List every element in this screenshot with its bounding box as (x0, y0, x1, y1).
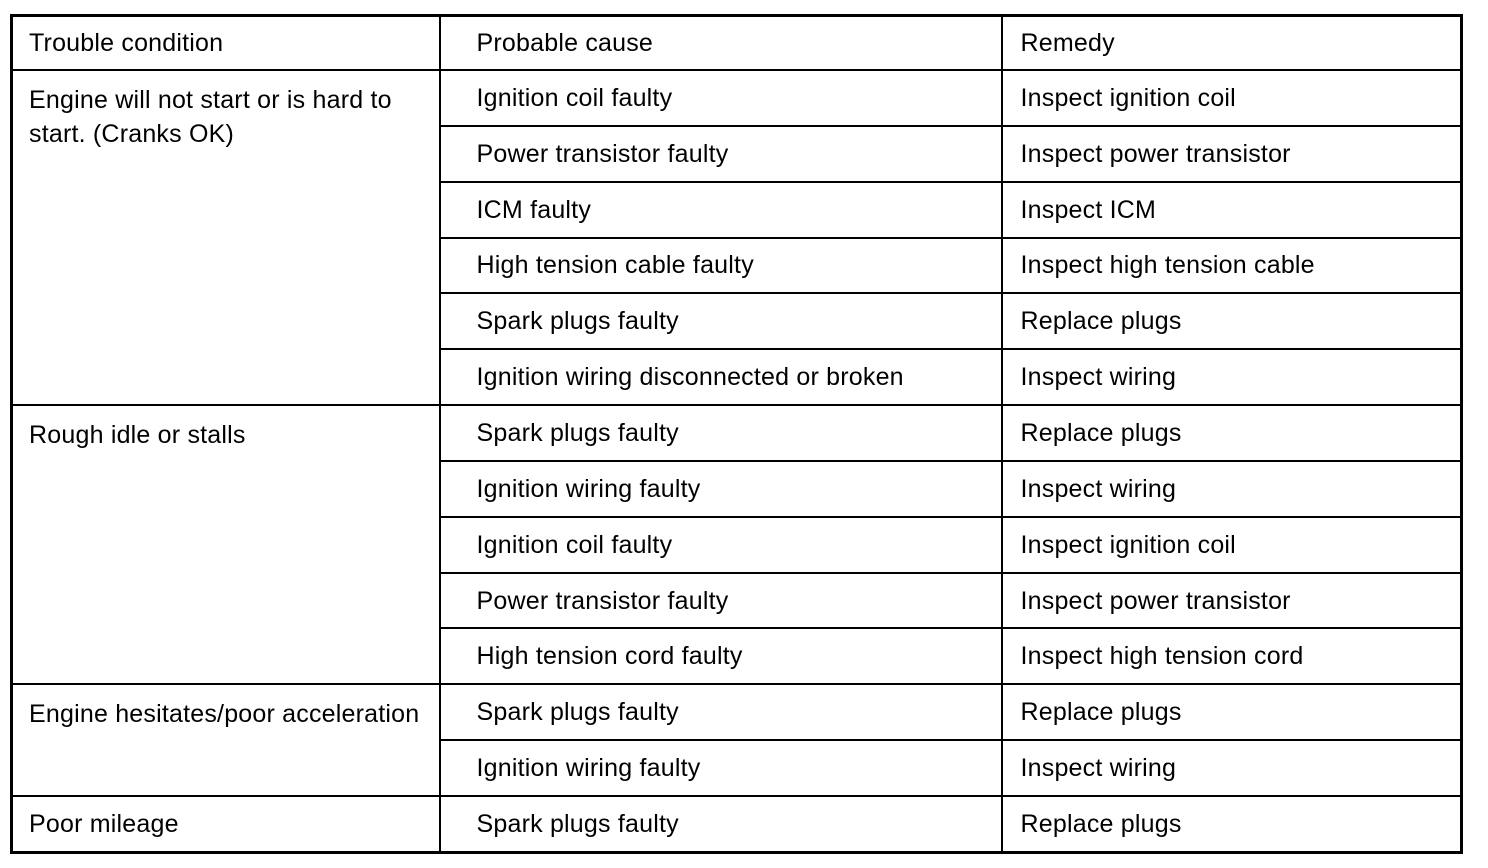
table-body (12, 70, 1462, 853)
probable-cause-cell: Ignition coil faulty (440, 70, 1002, 126)
probable-cause-cell: Ignition wiring faulty (440, 461, 1002, 517)
remedy-cell: Inspect wiring (1002, 349, 1462, 405)
probable-cause-cell: Power transistor faulty (440, 126, 1002, 182)
probable-cause-cell: Spark plugs faulty (440, 405, 1002, 461)
trouble-condition-cell: Engine will not start or is hard to start. (Cranks OK) (12, 70, 440, 405)
probable-cause-cell: Spark plugs faulty (440, 293, 1002, 349)
table-row (12, 796, 1462, 853)
table-row (12, 405, 1462, 461)
remedy-cell: Replace plugs (1002, 293, 1462, 349)
header-probable-cause: Probable cause (440, 16, 1002, 71)
remedy-cell: Inspect high tension cable (1002, 238, 1462, 294)
remedy-cell: Inspect power transistor (1002, 573, 1462, 629)
probable-cause-cell: High tension cable faulty (440, 238, 1002, 294)
probable-cause-cell: High tension cord faulty (440, 628, 1002, 684)
remedy-cell: Replace plugs (1002, 405, 1462, 461)
remedy-cell: Inspect ICM (1002, 182, 1462, 238)
remedy-cell: Inspect wiring (1002, 461, 1462, 517)
remedy-cell: Inspect power transistor (1002, 126, 1462, 182)
trouble-condition-cell: Poor mileage (12, 796, 440, 853)
troubleshooting-table (10, 14, 1463, 854)
remedy-cell: Replace plugs (1002, 684, 1462, 740)
header-trouble-condition: Trouble condition (12, 16, 440, 71)
remedy-cell: Inspect high tension cord (1002, 628, 1462, 684)
table-row (12, 70, 1462, 126)
probable-cause-cell: Spark plugs faulty (440, 684, 1002, 740)
probable-cause-cell: ICM faulty (440, 182, 1002, 238)
trouble-condition-cell: Engine hesitates/poor acceleration (12, 684, 440, 796)
table-row (12, 684, 1462, 740)
probable-cause-cell: Ignition wiring disconnected or broken (440, 349, 1002, 405)
remedy-cell: Replace plugs (1002, 796, 1462, 853)
remedy-cell: Inspect ignition coil (1002, 70, 1462, 126)
probable-cause-cell: Ignition coil faulty (440, 517, 1002, 573)
troubleshooting-sheet (10, 14, 1460, 854)
remedy-cell: Inspect wiring (1002, 740, 1462, 796)
header-remedy: Remedy (1002, 16, 1462, 71)
header-row (12, 16, 1462, 71)
probable-cause-cell: Power transistor faulty (440, 573, 1002, 629)
probable-cause-cell: Ignition wiring faulty (440, 740, 1002, 796)
probable-cause-cell: Spark plugs faulty (440, 796, 1002, 853)
remedy-cell: Inspect ignition coil (1002, 517, 1462, 573)
trouble-condition-cell: Rough idle or stalls (12, 405, 440, 684)
